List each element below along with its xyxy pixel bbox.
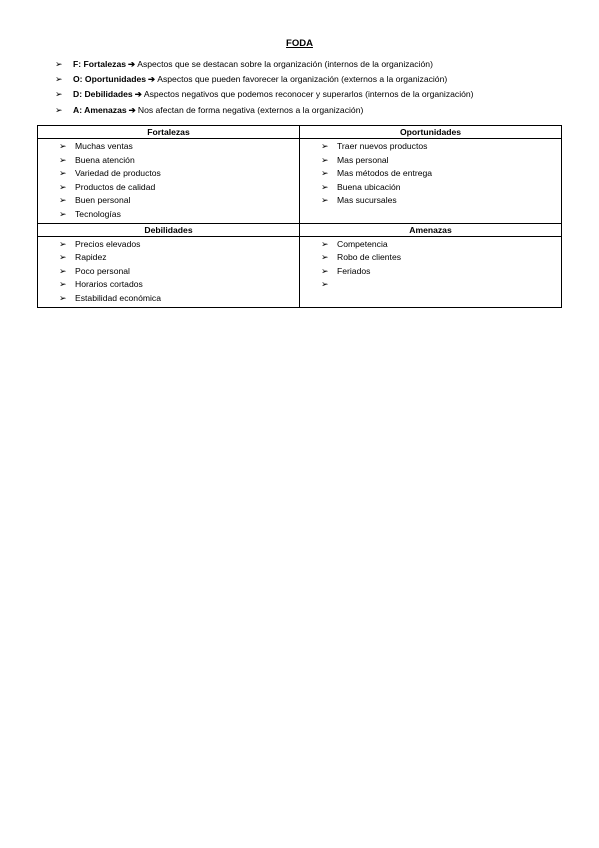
arrow-bullet-icon: ➢ <box>321 195 329 206</box>
definition-item-fortalezas <box>55 57 575 72</box>
arrow-bullet-icon: ➢ <box>59 168 67 179</box>
arrow-bullet-icon: ➢ <box>59 279 67 290</box>
definition-item-oportunidades <box>55 72 575 87</box>
arrow-bullet-icon: ➢ <box>59 292 67 303</box>
debilidades-cell <box>38 236 300 307</box>
definitions-list <box>55 57 575 118</box>
arrow-bullet-icon: ➢ <box>321 141 329 151</box>
list-item <box>59 292 299 306</box>
list-item-text: Traer nuevos productos <box>337 141 428 151</box>
list-item-text: Estabilidad económica <box>75 292 161 303</box>
definition-text: Aspectos que se destacan sobre la organización (internos de la organización) <box>137 59 433 69</box>
amenazas-header: Amenazas <box>300 223 562 236</box>
oportunidades-list <box>300 139 561 209</box>
definition-item-amenazas <box>55 103 575 118</box>
list-item-text: Tecnologías <box>75 208 121 219</box>
oportunidades-header: Oportunidades <box>300 126 562 139</box>
definition-term: F: Fortalezas <box>73 59 127 69</box>
debilidades-list <box>38 237 299 307</box>
definition-term: D: Debilidades <box>73 89 133 100</box>
document-title: FODA <box>286 38 313 49</box>
right-arrow-icon: ➔ <box>128 104 136 115</box>
list-item-text: Muchas ventas <box>75 141 133 151</box>
list-item-text: Buena ubicación <box>337 181 401 192</box>
right-arrow-icon: ➔ <box>134 89 142 100</box>
arrow-bullet-icon: ➢ <box>59 195 67 206</box>
list-item <box>321 238 561 252</box>
foda-table <box>37 125 562 308</box>
arrow-bullet-icon: ➢ <box>59 238 67 249</box>
arrow-bullet-icon: ➢ <box>321 168 329 179</box>
list-item <box>321 278 561 292</box>
arrow-bullet-icon: ➢ <box>321 265 329 276</box>
list-item-text: Precios elevados <box>75 238 141 249</box>
arrow-bullet-icon: ➢ <box>321 181 329 192</box>
arrow-bullet-icon: ➢ <box>55 74 63 85</box>
list-item-text: Mas métodos de entrega <box>337 168 433 179</box>
list-item <box>321 265 561 279</box>
fortalezas-list <box>38 139 299 223</box>
arrow-bullet-icon: ➢ <box>321 279 329 290</box>
list-item-text: Poco personal <box>75 265 130 276</box>
list-item <box>59 154 299 168</box>
list-item-text: Mas personal <box>337 154 389 165</box>
list-item-text: Robo de clientes <box>337 252 402 263</box>
right-arrow-icon: ➔ <box>128 59 136 69</box>
fortalezas-header: Fortalezas <box>38 126 300 139</box>
list-item-text: Horarios cortados <box>75 279 143 290</box>
definition-text: Nos afectan de forma negativa (externos a la organización) <box>137 104 364 115</box>
list-item <box>59 194 299 208</box>
list-item-text: Competencia <box>337 238 388 249</box>
list-item <box>59 167 299 181</box>
arrow-bullet-icon: ➢ <box>59 154 67 165</box>
list-item <box>321 140 561 154</box>
fortalezas-cell <box>38 139 300 224</box>
definition-text: Aspectos que pueden favorecer la organización (externos a la organización) <box>157 74 448 85</box>
arrow-bullet-icon: ➢ <box>321 154 329 165</box>
list-item <box>59 278 299 292</box>
right-arrow-icon: ➔ <box>148 74 156 85</box>
list-item <box>59 265 299 279</box>
arrow-bullet-icon: ➢ <box>59 208 67 219</box>
arrow-bullet-icon: ➢ <box>59 141 67 151</box>
list-item-text: Buena atención <box>75 154 135 165</box>
list-item <box>59 140 299 154</box>
list-item <box>321 181 561 195</box>
debilidades-header: Debilidades <box>38 223 300 236</box>
amenazas-list <box>300 237 561 293</box>
list-item-text: Feriados <box>337 265 371 276</box>
arrow-bullet-icon: ➢ <box>321 238 329 249</box>
oportunidades-cell <box>300 139 562 224</box>
arrow-bullet-icon: ➢ <box>55 59 63 69</box>
arrow-bullet-icon: ➢ <box>59 181 67 192</box>
definition-text: Aspectos negativos que podemos reconocer y superarlos (internos de la organización) <box>143 89 474 100</box>
list-item-text: Mas sucursales <box>337 195 397 206</box>
list-item <box>321 167 561 181</box>
list-item-text: Productos de calidad <box>75 181 156 192</box>
arrow-bullet-icon: ➢ <box>55 104 63 115</box>
arrow-bullet-icon: ➢ <box>59 265 67 276</box>
list-item-text: Variedad de productos <box>75 168 161 179</box>
arrow-bullet-icon: ➢ <box>59 252 67 263</box>
arrow-bullet-icon: ➢ <box>321 252 329 263</box>
amenazas-cell <box>300 236 562 307</box>
definition-item-debilidades <box>55 87 575 102</box>
list-item <box>59 238 299 252</box>
list-item <box>59 208 299 222</box>
definition-term: A: Amenazas <box>73 104 127 115</box>
list-item <box>321 251 561 265</box>
list-item <box>321 194 561 208</box>
arrow-bullet-icon: ➢ <box>55 89 63 100</box>
definition-term: O: Oportunidades <box>73 74 147 85</box>
list-item <box>321 154 561 168</box>
list-item-text: Buen personal <box>75 195 131 206</box>
list-item <box>59 251 299 265</box>
list-item-text: Rapidez <box>75 252 107 263</box>
list-item <box>59 181 299 195</box>
